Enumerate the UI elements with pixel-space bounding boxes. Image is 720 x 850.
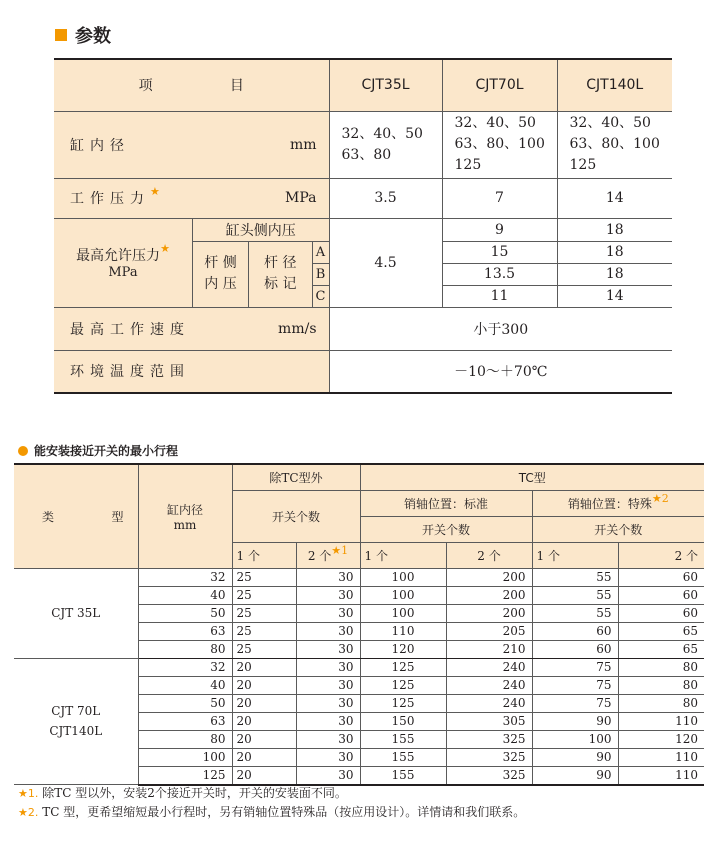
stroke-cell: 55 (532, 604, 618, 622)
stroke-cell: 25 (232, 640, 296, 658)
stroke-cell: 100 (532, 730, 618, 748)
bore-cjt70l (442, 111, 557, 178)
spec-table (54, 58, 672, 394)
bore-cell: 32 (138, 658, 232, 676)
item-header-cell (54, 59, 329, 111)
stroke-cell: 60 (532, 622, 618, 640)
max-pressure-label-wrap (76, 242, 170, 265)
item-header-right: 目 (229, 78, 244, 95)
stroke-cell: 30 (296, 640, 360, 658)
rod-side-label (193, 242, 249, 307)
stroke-cell: 30 (296, 694, 360, 712)
stroke-body (14, 568, 704, 785)
stroke-cell: 120 (360, 640, 446, 658)
bore-cell: 50 (138, 604, 232, 622)
section2-title: 能安装接近开关的最小行程 (34, 444, 179, 458)
stroke-cell: 20 (232, 712, 296, 730)
stroke-cell: 120 (618, 730, 704, 748)
star-icon: ★ (150, 185, 160, 198)
non-tc-header: 除TC型外 (232, 464, 360, 490)
tc-standard-switch-count: 开关个数 (360, 516, 532, 542)
stroke-cell: 20 (232, 730, 296, 748)
working-pressure-label: 工作压力 (70, 191, 150, 207)
bore-cell: 40 (138, 586, 232, 604)
stroke-cell: 25 (232, 568, 296, 586)
bore-line: 63、80、100 (454, 136, 545, 152)
max-pressure-value: 15 (443, 242, 557, 264)
stroke-cell: 25 (232, 604, 296, 622)
max-pressure-value: 18 (558, 242, 673, 264)
stroke-cell: 20 (232, 748, 296, 766)
stroke-cell: 325 (446, 730, 532, 748)
stroke-cell: 155 (360, 730, 446, 748)
stroke-cell: 30 (296, 676, 360, 694)
bore-header-unit: mm (173, 517, 197, 532)
tc-header: TC型 (360, 464, 704, 490)
bore-row (54, 111, 672, 178)
type-cell (14, 568, 138, 658)
stroke-cell: 60 (618, 586, 704, 604)
stroke-header-row-1 (14, 464, 704, 490)
stroke-cell: 30 (296, 766, 360, 785)
model-header-cjt70l: CJT70L (442, 59, 557, 111)
stroke-cell: 100 (360, 604, 446, 622)
max-speed-row (54, 307, 672, 350)
stroke-cell: 200 (446, 568, 532, 586)
bore-line: 32、40、50 (569, 115, 651, 131)
rod-mark-label (249, 242, 312, 307)
type-line: CJT 70L (51, 704, 101, 719)
stroke-cell: 125 (360, 676, 446, 694)
bore-header-cell (138, 464, 232, 568)
working-pressure-cjt140l: 14 (557, 178, 672, 218)
bore-unit: mm (289, 136, 317, 153)
type-line: CJT 35L (51, 606, 101, 620)
stroke-cell: 30 (296, 712, 360, 730)
max-speed-label-cell (54, 307, 329, 350)
stroke-cell: 80 (618, 694, 704, 712)
stroke-cell: 155 (360, 748, 446, 766)
max-speed-label: 最高工作速度 (70, 321, 190, 338)
stroke-cell: 30 (296, 730, 360, 748)
max-speed-unit: mm/s (278, 320, 317, 337)
stroke-cell: 20 (232, 766, 296, 785)
pin-special-header (532, 490, 704, 516)
star-icon: ★ (160, 242, 170, 255)
bore-header: 缸内径 (166, 502, 203, 517)
stroke-cell: 110 (618, 712, 704, 730)
max-pressure-row (54, 218, 672, 307)
stroke-cell: 55 (532, 586, 618, 604)
working-pressure-label-wrap (70, 185, 160, 208)
stroke-cell: 100 (360, 568, 446, 586)
max-pressure-unit: MPa (108, 265, 138, 280)
stroke-cell: 30 (296, 586, 360, 604)
stroke-cell: 80 (618, 676, 704, 694)
count-two-header: 2 个 (618, 542, 704, 568)
rod-mark-label-line: 标 记 (264, 276, 297, 292)
count-two-header (296, 542, 360, 568)
max-pressure-cjt140l (557, 218, 672, 307)
pin-standard-header: 销轴位置：标准 (360, 490, 532, 516)
max-pressure-sub-block (192, 219, 329, 307)
footnote-mark: ★1. (18, 787, 39, 800)
bore-cell: 100 (138, 748, 232, 766)
stroke-cell: 210 (446, 640, 532, 658)
rod-code-b: B (313, 264, 329, 286)
type-cell (14, 658, 138, 785)
stroke-cell: 25 (232, 586, 296, 604)
stroke-cell: 25 (232, 622, 296, 640)
max-pressure-value: 13.5 (443, 264, 557, 286)
bore-cell: 63 (138, 712, 232, 730)
bore-line: 63、80、100 (569, 136, 660, 152)
max-pressure-value: 18 (558, 264, 673, 286)
rod-side-label-line: 杆 侧 (204, 255, 237, 271)
section-title: 参数 (75, 26, 111, 47)
stroke-cell: 240 (446, 694, 532, 712)
stroke-cell: 20 (232, 676, 296, 694)
bore-label: 缸内径 (70, 137, 130, 154)
count-one-header: 1 个 (532, 542, 618, 568)
stroke-cell: 110 (360, 622, 446, 640)
count-one-header: 1 个 (360, 542, 446, 568)
stroke-cell: 325 (446, 766, 532, 785)
bore-line: 125 (569, 157, 597, 173)
heading-square-icon (55, 29, 67, 41)
stroke-cell: 90 (532, 766, 618, 785)
bore-line: 125 (454, 157, 482, 173)
stroke-cell: 110 (618, 766, 704, 785)
footnote-text: 除TC 型以外，安装2个接近开关时，开关的安装面不同。 (42, 786, 347, 800)
count-two-label: 2 个 (307, 548, 332, 563)
temp-range-label-cell (54, 350, 329, 393)
type-header-cell (14, 464, 138, 568)
stroke-cell: 240 (446, 658, 532, 676)
stroke-cell: 65 (618, 640, 704, 658)
type-line: CJT140L (49, 724, 103, 739)
section-heading-stroke (18, 442, 178, 459)
stroke-table (14, 463, 704, 786)
rod-mark-label-line: 杆 径 (264, 255, 297, 271)
stroke-cell: 90 (532, 748, 618, 766)
bore-cjt140l (557, 111, 672, 178)
table-row (14, 658, 704, 676)
stroke-cell: 30 (296, 622, 360, 640)
stroke-cell: 200 (446, 604, 532, 622)
bore-cell: 63 (138, 622, 232, 640)
type-header-left: 类 (42, 509, 55, 524)
footnotes (18, 784, 525, 822)
stroke-cell: 80 (618, 658, 704, 676)
footnote-text: TC 型，更希望缩短最小行程时，另有销轴位置特殊品（按应用设计）。详情请和我们联系。 (42, 805, 526, 819)
rod-side-block (193, 242, 329, 307)
working-pressure-unit: MPa (285, 190, 317, 206)
footnote-mark: ★2. (18, 806, 39, 819)
stroke-cell: 30 (296, 658, 360, 676)
tc-special-switch-count: 开关个数 (532, 516, 704, 542)
stroke-cell: 305 (446, 712, 532, 730)
model-header-cjt140l: CJT140L (557, 59, 672, 111)
bore-line: 63、80 (341, 146, 392, 163)
bore-cell: 125 (138, 766, 232, 785)
star-icon: ★1 (331, 543, 349, 557)
model-header-cjt35l: CJT35L (329, 59, 442, 111)
stroke-cell: 125 (360, 694, 446, 712)
section-heading-params (55, 24, 111, 46)
stroke-cell: 150 (360, 712, 446, 730)
bore-line: 32、40、50 (454, 115, 536, 131)
footnote (18, 784, 525, 803)
max-pressure-label-block (54, 219, 192, 307)
stroke-cell: 55 (532, 568, 618, 586)
stroke-cell: 20 (232, 658, 296, 676)
stroke-cell: 60 (618, 568, 704, 586)
stroke-cell: 60 (532, 640, 618, 658)
max-pressure-value: 9 (443, 219, 557, 242)
stroke-cell: 155 (360, 766, 446, 785)
stroke-cell: 60 (618, 604, 704, 622)
working-pressure-cjt35l: 3.5 (329, 178, 442, 218)
max-pressure-label-cell (54, 218, 329, 307)
bore-cell: 32 (138, 568, 232, 586)
spec-header-row (54, 59, 672, 111)
bore-cell: 80 (138, 730, 232, 748)
stroke-cell: 200 (446, 586, 532, 604)
stroke-cell: 30 (296, 748, 360, 766)
working-pressure-label-cell (54, 178, 329, 218)
stroke-cell: 325 (446, 748, 532, 766)
stroke-cell: 205 (446, 622, 532, 640)
rod-code-c: C (315, 288, 326, 304)
stroke-cell: 100 (360, 586, 446, 604)
temp-range-row (54, 350, 672, 393)
max-pressure-value: 11 (490, 288, 509, 304)
max-pressure-cjt35l: 4.5 (329, 218, 442, 307)
bore-cell: 80 (138, 640, 232, 658)
heading-dot-icon (18, 446, 28, 456)
rod-code-a: A (313, 242, 329, 264)
stroke-cell: 240 (446, 676, 532, 694)
stroke-cell: 75 (532, 694, 618, 712)
stroke-cell: 30 (296, 568, 360, 586)
bore-cell: 50 (138, 694, 232, 712)
stroke-cell: 75 (532, 676, 618, 694)
max-speed-value: 小于300 (329, 307, 672, 350)
temp-range-value: －10～＋70℃ (329, 350, 672, 393)
non-tc-switch-count: 开关个数 (232, 490, 360, 542)
table-row (14, 568, 704, 586)
star-icon: ★2 (651, 491, 669, 505)
working-pressure-row (54, 178, 672, 218)
stroke-cell: 30 (296, 604, 360, 622)
stroke-cell: 65 (618, 622, 704, 640)
stroke-cell: 110 (618, 748, 704, 766)
bore-cell: 40 (138, 676, 232, 694)
count-one-header: 1 个 (232, 542, 296, 568)
stroke-cell: 125 (360, 658, 446, 676)
rod-side-label-line: 内 压 (204, 276, 237, 292)
max-pressure-cjt70l (442, 218, 557, 307)
bore-cjt35l (329, 111, 442, 178)
stroke-cell: 75 (532, 658, 618, 676)
max-pressure-label: 最高允许压力 (76, 248, 161, 264)
pin-special-label: 销轴位置：特殊 (567, 496, 652, 511)
rod-code-column (312, 242, 329, 307)
max-pressure-value: 14 (605, 288, 624, 304)
stroke-cell: 90 (532, 712, 618, 730)
type-header-right: 型 (111, 509, 124, 524)
stroke-cell: 20 (232, 694, 296, 712)
working-pressure-cjt70l: 7 (442, 178, 557, 218)
bore-line: 32、40、50 (341, 125, 423, 142)
count-two-header: 2 个 (446, 542, 532, 568)
head-side-label: 缸头侧内压 (193, 219, 329, 242)
temp-range-label: 环境温度范围 (70, 364, 190, 381)
item-header-left: 项 (138, 78, 153, 95)
bore-label-cell (54, 111, 329, 178)
footnote (18, 803, 525, 822)
max-pressure-value: 18 (558, 219, 673, 242)
